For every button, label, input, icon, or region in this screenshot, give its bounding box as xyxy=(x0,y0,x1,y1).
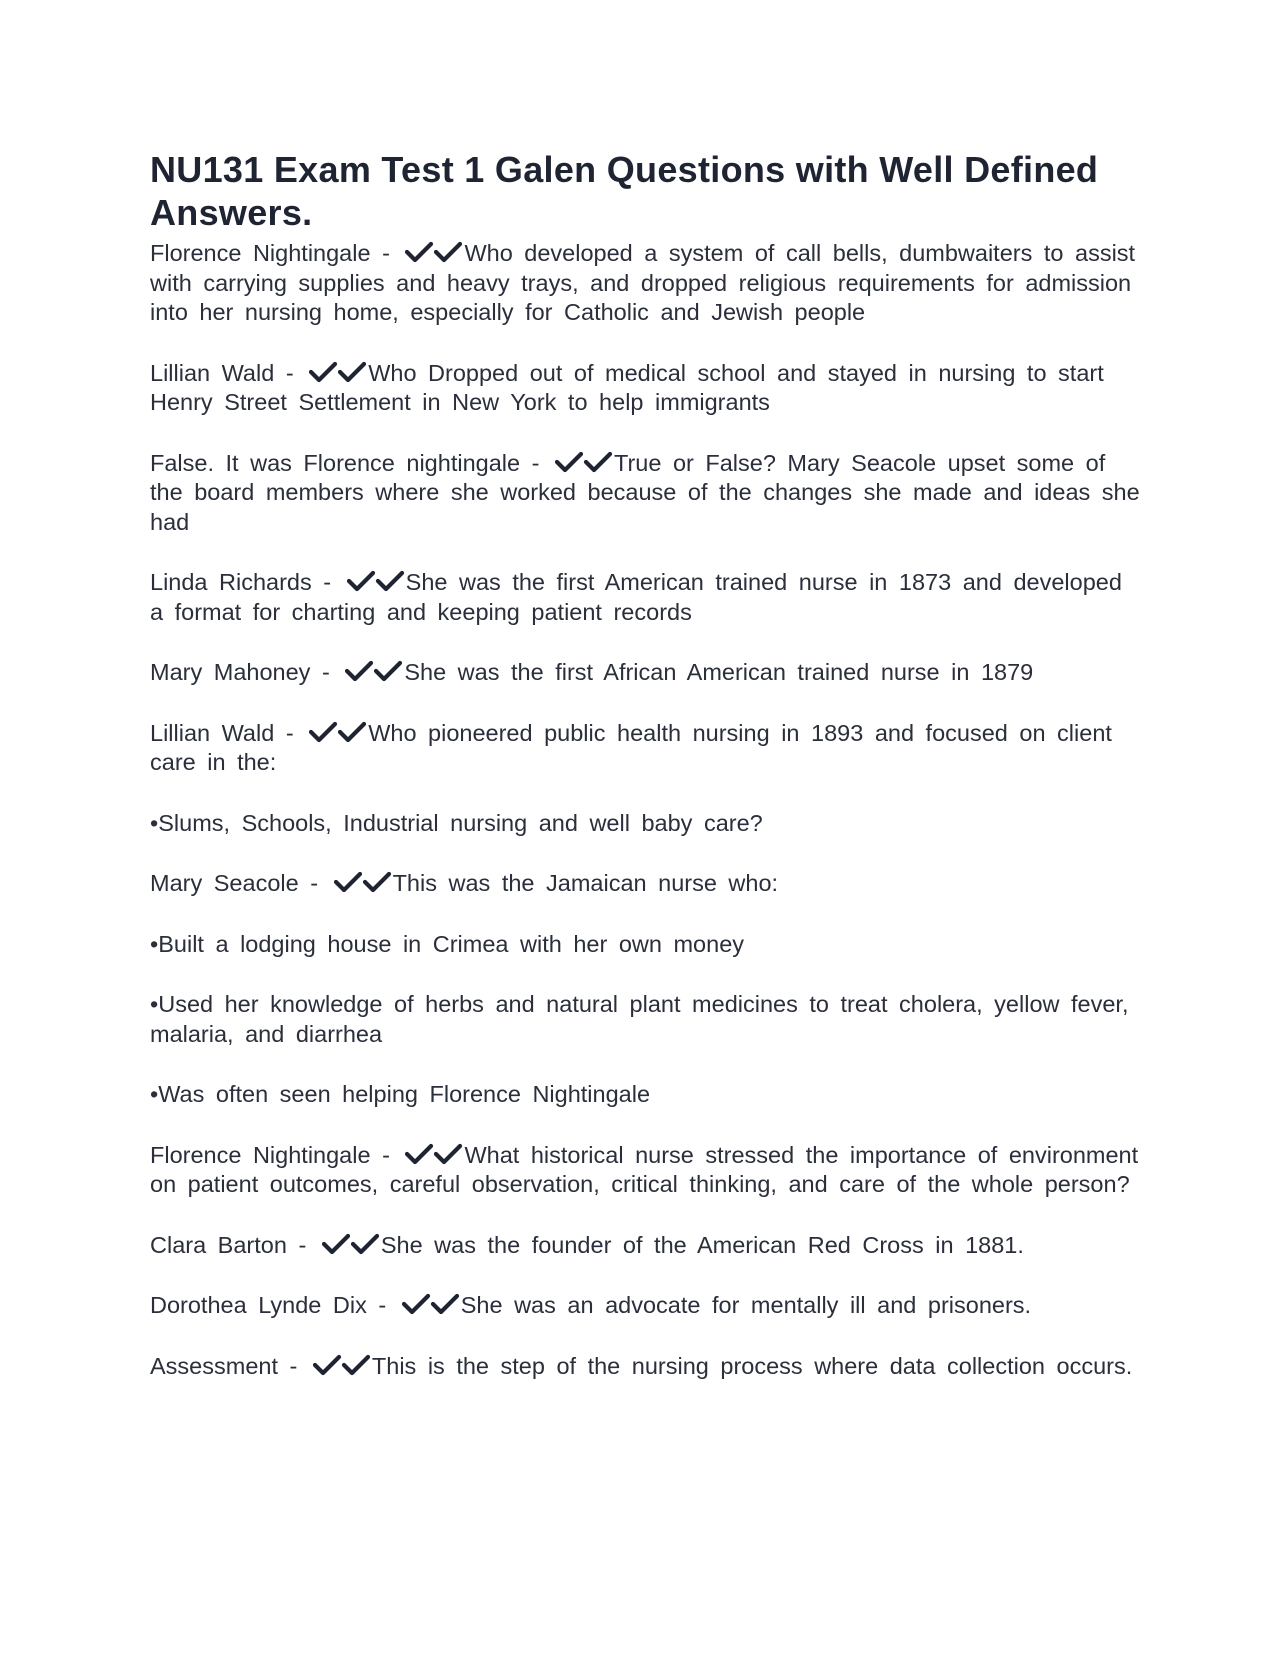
separator: - xyxy=(274,719,306,746)
qa-item xyxy=(150,1352,1140,1382)
bullet-text: •Built a lodging house in Crimea with her own money xyxy=(150,930,745,957)
question-text: She was the founder of the American Red Cross in 1881. xyxy=(380,1231,1024,1258)
separator: - xyxy=(370,240,402,266)
question-text: Who Dropped out of medical school and stayed in nursing to start Henry Street Settlement in New York to help immigrants xyxy=(150,359,1104,415)
question-text: This was the Jamaican nurse who: xyxy=(392,870,779,896)
separator: - xyxy=(298,870,330,896)
bullet-line xyxy=(150,990,1140,1049)
double-check-icon xyxy=(555,451,613,473)
document-title: NU131 Exam Test 1 Galen Questions with Well Defined Answers. xyxy=(150,149,1099,233)
qa-item xyxy=(150,719,1140,778)
answer-term: Florence Nightingale xyxy=(150,1141,371,1168)
separator: - xyxy=(311,569,343,595)
answer-term: Florence Nightingale xyxy=(150,240,371,266)
answer-term: Lillian Wald xyxy=(150,719,275,746)
double-check-icon xyxy=(402,1293,460,1315)
question-text: Who developed a system of call bells, dumbwaiters to assist with carrying supplies and heavy trays, and dropped religious requirements for admission into her nursing home, especially for Catholic and Jewish people xyxy=(150,240,1136,325)
qa-item xyxy=(150,1291,1140,1321)
double-check-icon xyxy=(347,570,405,592)
bullet-line xyxy=(150,930,1140,960)
double-check-icon xyxy=(313,1354,371,1376)
answer-term: Mary Seacole xyxy=(150,870,299,896)
bullet-text: •Used her knowledge of herbs and natural plant medicines to treat cholera, yellow fever, malaria, and diarrhea xyxy=(150,991,1129,1047)
qa-item xyxy=(150,1231,1140,1261)
question-text: She was an advocate for mentally ill and prisoners. xyxy=(460,1292,1032,1318)
separator: - xyxy=(274,359,306,386)
answer-term: Dorothea Lynde Dix xyxy=(150,1292,367,1318)
qa-item xyxy=(150,1141,1140,1200)
answer-term: Clara Barton xyxy=(150,1231,287,1258)
qa-item xyxy=(150,449,1140,538)
qa-list xyxy=(150,239,1140,1381)
separator: - xyxy=(370,1141,402,1168)
separator: - xyxy=(286,1231,318,1258)
question-text: She was the first American trained nurse in 1873 and developed a format for charting and keeping patient records xyxy=(150,569,1122,625)
separator: - xyxy=(520,449,551,476)
answer-term: Assessment xyxy=(150,1352,278,1379)
bullet-text: •Slums, Schools, Industrial nursing and well baby care? xyxy=(150,809,763,836)
double-check-icon xyxy=(345,660,403,682)
bullet-line xyxy=(150,809,1140,839)
question-text: True or False? Mary Seacole upset some of the board members where she worked because of the changes she made and ideas she had xyxy=(150,449,1140,535)
answer-term: Lillian Wald xyxy=(150,359,275,386)
qa-item xyxy=(150,239,1140,328)
qa-item xyxy=(150,568,1140,627)
question-text: She was the first African American trained nurse in 1879 xyxy=(404,659,1034,685)
separator: - xyxy=(278,1352,309,1379)
double-check-icon xyxy=(405,241,463,263)
separator: - xyxy=(310,659,342,685)
answer-term: False. It was Florence nightingale xyxy=(150,449,521,476)
double-check-icon xyxy=(309,721,367,743)
double-check-icon xyxy=(334,871,392,893)
bullet-line xyxy=(150,1080,1140,1110)
separator: - xyxy=(366,1292,398,1318)
document-content xyxy=(150,148,1140,1412)
answer-term: Linda Richards xyxy=(150,569,312,595)
answer-term: Mary Mahoney xyxy=(150,659,311,685)
double-check-icon xyxy=(322,1233,380,1255)
double-check-icon xyxy=(405,1143,463,1165)
bullet-text: •Was often seen helping Florence Nightingale xyxy=(150,1081,651,1107)
qa-item xyxy=(150,359,1140,418)
question-text: Who pioneered public health nursing in 1893 and focused on client care in the: xyxy=(150,719,1112,775)
double-check-icon xyxy=(309,361,367,383)
question-text: What historical nurse stressed the importance of environment on patient outcomes, careful observation, critical thinking, and care of the whole person? xyxy=(150,1141,1139,1197)
question-text: This is the step of the nursing process where data collection occurs. xyxy=(371,1352,1133,1379)
qa-item xyxy=(150,869,1140,899)
qa-item xyxy=(150,658,1140,688)
